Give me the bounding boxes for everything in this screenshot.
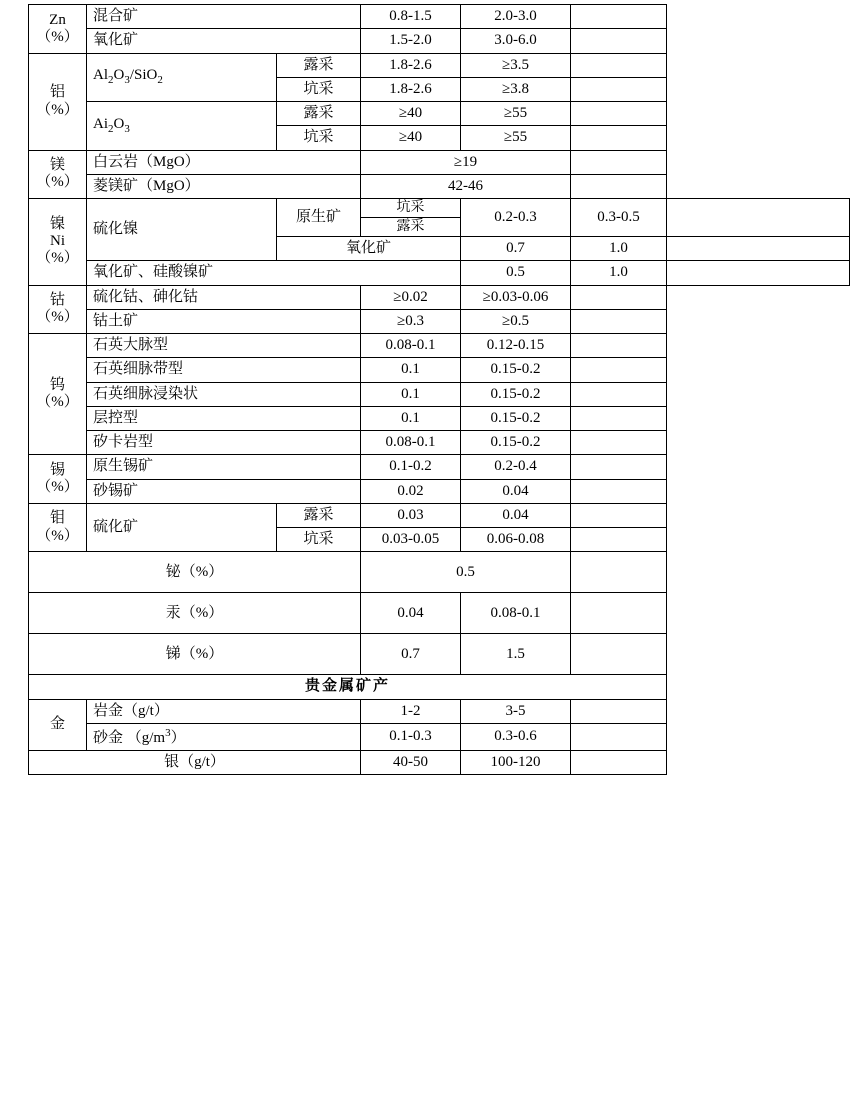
item-name: 氧化矿 — [87, 29, 361, 53]
value-col1: 1.8-2.6 — [361, 77, 461, 101]
value-col3 — [667, 261, 850, 285]
value-col2: 0.04 — [461, 503, 571, 527]
value-col3 — [571, 150, 667, 174]
item-name: 石英细脉浸染状 — [87, 382, 361, 406]
value-col3 — [571, 699, 667, 723]
table-row — [29, 593, 850, 634]
value-col1: ≥40 — [361, 126, 461, 150]
value-col2: 0.04 — [461, 479, 571, 503]
value-col3 — [571, 406, 667, 430]
value-col1: 0.1-0.2 — [361, 455, 461, 479]
value-col3 — [571, 126, 667, 150]
value-col3 — [571, 174, 667, 198]
table-row — [29, 199, 850, 218]
sub-item-detail: 坑采 — [361, 199, 461, 218]
sub-item-detail: 露采 — [396, 219, 425, 235]
value-col2: 0.2-0.4 — [461, 455, 571, 479]
value-col1: ≥0.3 — [361, 309, 461, 333]
value-col1: 0.1-0.3 — [361, 723, 461, 750]
item-name: 砂锡矿 — [87, 479, 361, 503]
table-row — [29, 431, 850, 455]
item-name-full: 锑（%） — [29, 634, 361, 675]
table-row — [29, 261, 850, 285]
value-col2: ≥0.5 — [461, 309, 571, 333]
table-row — [29, 634, 850, 675]
sub-item: 坑采 — [277, 77, 361, 101]
table-row — [29, 358, 850, 382]
item-name-full: 银（g/t） — [29, 751, 361, 775]
value-col3 — [571, 53, 667, 77]
table-row — [29, 5, 850, 29]
item-name: 硫化矿 — [87, 503, 277, 552]
value-col1: 0.7 — [461, 237, 571, 261]
value-col1: 1.8-2.6 — [361, 53, 461, 77]
item-name: 菱镁矿（MgO） — [87, 174, 361, 198]
group-label-cobalt: 钴 （%） — [29, 285, 87, 334]
table-row — [29, 406, 850, 430]
value-col3 — [571, 455, 667, 479]
value-col2: 0.3-0.6 — [461, 723, 571, 750]
value-col3 — [571, 285, 667, 309]
value-col3 — [571, 29, 667, 53]
item-name: 砂金 $(g/m^3)$ — [87, 723, 361, 750]
value-col3 — [571, 102, 667, 126]
item-name-full: 汞（%） — [29, 593, 361, 634]
value-col1: ≥40 — [361, 102, 461, 126]
value-col3 — [571, 5, 667, 29]
value-col2: 0.15-0.2 — [461, 358, 571, 382]
value-col3 — [667, 237, 850, 261]
value-col3 — [571, 309, 667, 333]
value-col1: 0.08-0.1 — [361, 431, 461, 455]
value-col2: 3.0-6.0 — [461, 29, 571, 53]
item-name-full: 铋（%） — [29, 552, 361, 593]
table-row — [29, 503, 850, 527]
value-col1: 0.08-0.1 — [361, 334, 461, 358]
value-col2: 0.15-0.2 — [461, 406, 571, 430]
sub-item: 露采 — [277, 53, 361, 77]
table-row — [29, 150, 850, 174]
table-row — [29, 334, 850, 358]
value-col2: 0.15-0.2 — [461, 382, 571, 406]
value-col3 — [571, 431, 667, 455]
value-col2: 1.0 — [571, 237, 667, 261]
table-row — [29, 309, 850, 333]
group-label-gold: 金 — [29, 699, 87, 751]
table-row — [29, 751, 850, 775]
group-label-zn: Zn （%） — [29, 5, 87, 54]
value-col2: 0.08-0.1 — [461, 593, 571, 634]
group-label-nickel: 镍 Ni （%） — [29, 199, 87, 286]
value-col2: 0.3-0.5 — [571, 199, 667, 237]
table-row — [29, 53, 850, 77]
value-merged: 0.5 — [361, 552, 571, 593]
value-col2: ≥3.5 — [461, 53, 571, 77]
value-col2: 100-120 — [461, 751, 571, 775]
item-name: 钴土矿 — [87, 309, 361, 333]
value-col3 — [667, 199, 850, 237]
value-col3 — [571, 593, 667, 634]
sub-item: 坑采 — [277, 126, 361, 150]
sub-item: 露采 — [277, 503, 361, 527]
value-col2: 2.0-3.0 — [461, 5, 571, 29]
group-label-aluminium: 铝 （%） — [29, 53, 87, 150]
value-col3 — [571, 751, 667, 775]
group-label-magnesium: 镁 （%） — [29, 150, 87, 199]
value-col1: 1.5-2.0 — [361, 29, 461, 53]
item-name: $Ai_2O_3$ — [87, 102, 277, 151]
table-row — [29, 699, 850, 723]
value-col1: ≥0.02 — [361, 285, 461, 309]
table-row — [29, 29, 850, 53]
item-name: 岩金（g/t） — [87, 699, 361, 723]
value-col1: 0.1 — [361, 382, 461, 406]
value-col3 — [571, 723, 667, 750]
value-col3 — [571, 503, 667, 527]
value-col2: ≥55 — [461, 102, 571, 126]
item-name: 氧化矿、硅酸镍矿 — [87, 261, 461, 285]
value-col3 — [571, 334, 667, 358]
value-col2: 0.06-0.08 — [461, 528, 571, 552]
item-name: 矽卡岩型 — [87, 431, 361, 455]
group-label-tin: 锡 （%） — [29, 455, 87, 504]
group-label-molybdenum: 钼 （%） — [29, 503, 87, 552]
group-label-tungsten: 钨 （%） — [29, 334, 87, 455]
sub-item: 坑采 — [277, 528, 361, 552]
sub-item: 原生矿 — [277, 199, 361, 237]
value-col2: ≥3.8 — [461, 77, 571, 101]
value-col1: 1-2 — [361, 699, 461, 723]
value-col1: 0.7 — [361, 634, 461, 675]
value-col3 — [571, 77, 667, 101]
table-row — [29, 723, 850, 750]
table-row — [29, 552, 850, 593]
value-col1: 0.02 — [361, 479, 461, 503]
sub-item: 露采 — [277, 102, 361, 126]
value-col2: ≥55 — [461, 126, 571, 150]
item-name: 层控型 — [87, 406, 361, 430]
value-merged: 42-46 — [361, 174, 571, 198]
value-col2: 1.0 — [571, 261, 667, 285]
item-name: 硫化钴、砷化钴 — [87, 285, 361, 309]
item-name: 原生锡矿 — [87, 455, 361, 479]
item-name: 石英细脉带型 — [87, 358, 361, 382]
value-col3 — [571, 358, 667, 382]
value-col3 — [571, 479, 667, 503]
item-name: 混合矿 — [87, 5, 361, 29]
value-col2: 0.15-0.2 — [461, 431, 571, 455]
table-section-row — [29, 675, 850, 699]
value-col3 — [571, 528, 667, 552]
section-header-precious-metals: 贵金属矿产 — [29, 675, 667, 699]
value-col3 — [571, 382, 667, 406]
table-row — [29, 382, 850, 406]
item-name: $Al_2O_3/SiO_2$ — [87, 53, 277, 102]
item-name: 白云岩（MgO） — [87, 150, 361, 174]
value-col1: 0.04 — [361, 593, 461, 634]
value-col1: 40-50 — [361, 751, 461, 775]
value-col1: 0.03-0.05 — [361, 528, 461, 552]
value-col2: 3-5 — [461, 699, 571, 723]
item-name: 硫化镍 — [87, 199, 277, 261]
item-name: 石英大脉型 — [87, 334, 361, 358]
value-col2: 1.5 — [461, 634, 571, 675]
value-col1: 0.1 — [361, 406, 461, 430]
value-col2: 0.12-0.15 — [461, 334, 571, 358]
table-row — [29, 455, 850, 479]
value-merged: ≥19 — [361, 150, 571, 174]
value-col1: 0.03 — [361, 503, 461, 527]
sub-item: 氧化矿 — [277, 237, 461, 261]
value-col1: 0.5 — [461, 261, 571, 285]
table-row — [29, 479, 850, 503]
value-col1: 0.2-0.3 — [461, 199, 571, 237]
table-row — [29, 174, 850, 198]
mineral-cutoff-grade-table — [28, 4, 850, 775]
value-col1: 0.1 — [361, 358, 461, 382]
value-col3 — [571, 634, 667, 675]
table-row — [29, 102, 850, 126]
value-col2: ≥0.03-0.06 — [461, 285, 571, 309]
table-row — [29, 285, 850, 309]
value-col1: 0.8-1.5 — [361, 5, 461, 29]
value-col3 — [571, 552, 667, 593]
